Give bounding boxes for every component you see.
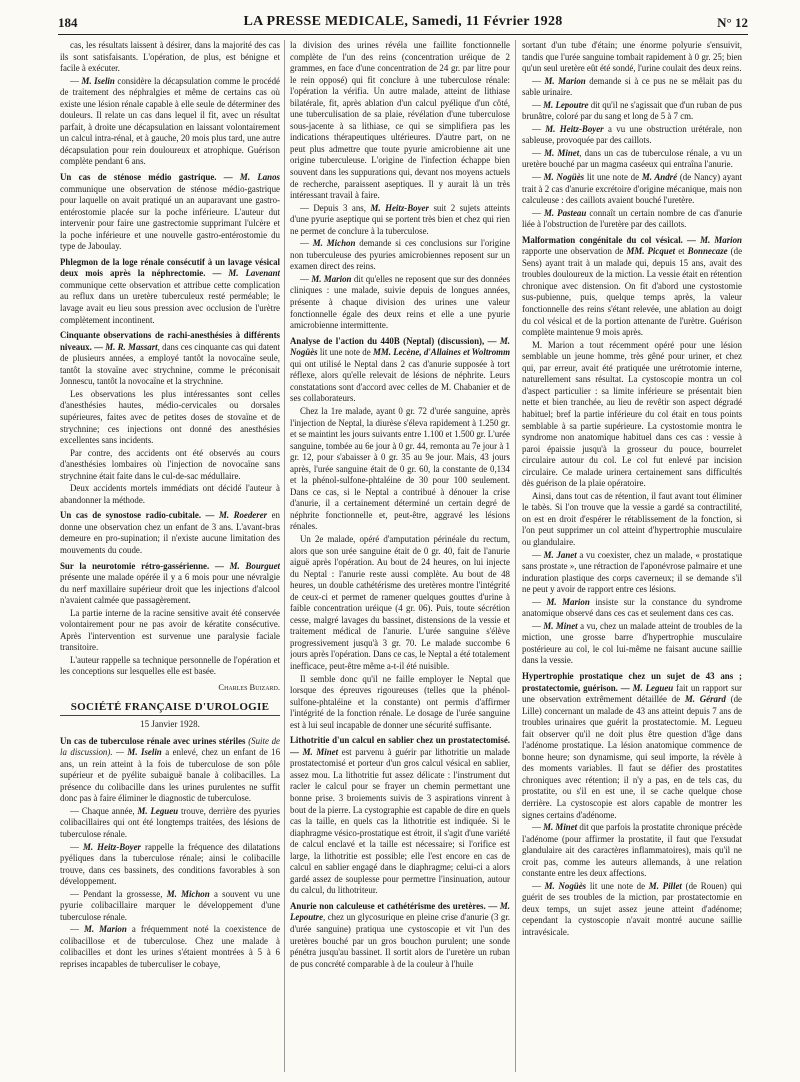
- author-name: MM. Picquet: [626, 246, 676, 257]
- signature: Charles Buizard.: [218, 681, 280, 692]
- heading-text: Un cas de synostose radio-cubitale. —: [60, 510, 219, 521]
- column-divider: [284, 40, 285, 1072]
- paragraph: Les observations les plus intéressantes sont celles d'anesthésies hautes, médio-cervicales ou dorsales supérieures, faites avec de petites doses de stovaïne et de strychnine; ces injections ont donné des anesthésies excellentes sans incidents.: [60, 388, 280, 446]
- author-name: M. Marion: [544, 75, 586, 86]
- heading-text: Un cas de tuberculose rénale avec urines stériles: [60, 735, 246, 746]
- heading-text: Lithotritie d'un calcul en sablier chez un prostatectomisé. —: [290, 735, 510, 757]
- paragraph: — M. Marion insiste sur la constance du syndrome anatomique observé dans ces cas et seulement dans ces cas.: [522, 596, 742, 619]
- paragraph-text: lit une note de: [584, 172, 642, 183]
- column-1: [60, 40, 280, 1074]
- section-title: SOCIÉTÉ FRANÇAISE D'UROLOGIE: [60, 702, 280, 717]
- author-name: M. Iselin: [81, 75, 115, 86]
- heading-text: —: [484, 335, 500, 346]
- author-name: M. Heitz-Boyer: [82, 841, 141, 852]
- paragraph: Ainsi, dans tout cas de rétention, il faut avant tout éliminer le tabès. Si l'on trouve que la vessie a gardé sa contractilité, on est en droit d'espérer le rétablissement de la fonction, si l'on peut supprimer un col atteint d'hypertrophie musculaire ou glandulaire.: [522, 490, 742, 547]
- paragraph: Il semble donc qu'il ne faille employer le Neptal que lorsque des épreuves rigoureuses (telles que la phénol-sulfone-phtaléine et la constante) ont permis d'affirmer l'intégrité de la fonction rénale. Le dosage de l'urée sanguine est à lui seul incapable de donner une sécurité suffisante.: [290, 673, 510, 730]
- issue-number: N° 12: [717, 15, 748, 30]
- heading-text: Malformation congénitale du col vésical. —: [522, 234, 701, 245]
- paragraph: — M. Nogüès lit une note de M. André (de Nancy) ayant trait à 2 cas d'anurie excrétoire d'origine mécanique, mais non calculeuse : des caillots avaient bouché l'uretère.: [522, 172, 742, 206]
- author-name: M. Marion: [83, 924, 127, 935]
- article-heading: [60, 172, 280, 253]
- paragraph: [60, 889, 280, 924]
- paragraph: — M. Heitz-Boyer rappelle la fréquence des dilatations pyéliques dans la tuberculose rénale; ainsi le colibacille trouve, dans ces bassinets, des conditions favorables à son développement.: [60, 841, 280, 887]
- paragraph-text: en donne une observation chez un enfant de 3 ans. L'avant-bras demeure en pro-supination; il n'existe aucune limitation des mouvements du coude.: [60, 510, 280, 555]
- author-name: M. Nogüès: [544, 880, 587, 891]
- paragraph: sortant d'un tube d'étain; une énorme polyurie s'ensuivit, tandis que l'urée sanguine tombait rapidement à 0 gr. 25; bien qu'un seul uretère eût été sondé, l'urine coulait des deux reins.: [522, 40, 742, 74]
- author-name: M. Lepoutre: [290, 900, 510, 923]
- paragraph-text: a vu, chez un malade atteint de troubles de la miction, une grosse barre d'hypertrophie musculaire postérieure au col, le col lui-même ne faisant aucune saillie dans la vessie.: [522, 620, 742, 666]
- paragraph-text: — Pendant la grossesse,: [70, 888, 167, 899]
- journal-title: LA PRESSE MEDICALE, Samedi, 11 Février 1928: [243, 14, 563, 29]
- author-name: M. Minet: [544, 147, 580, 158]
- section-date: 15 Janvier 1928.: [140, 719, 200, 730]
- article-heading: [522, 235, 742, 339]
- column-2: [290, 40, 510, 1074]
- paragraph: Un 2e malade, opéré d'amputation périnéale du rectum, alors que son urée sanguine était de 0 gr. 40, fait de l'anurie aiguë après l'opération. Au bout de 24 heures, on lui injecte du Neptal : l'anurie reste aussi complète. Au bout de 48 heures, un double cathétérisme des uretères montre l'intégrité de ceux-ci et permet de ramener quelques gouttes d'urine à faible concentration uréique (4 gr. 06). Puis, toute sécrétion cesse, malgré lavages du bassinet, distensions de la vessie et traitement médical de l'anurie. L'urée sanguine s'élève progressivement jusqu'à 3 gr. 70. Le malade succombe 6 jours après l'opération. Dans ce cas, le Neptal a été totalement inefficace, peut-être même a-t-il été nuisible.: [290, 533, 510, 671]
- article-heading: [60, 330, 280, 388]
- paragraph: [60, 806, 280, 841]
- article-heading: [290, 735, 510, 897]
- paragraph: — M. Michon demande si ces conclusions sur l'origine non tuberculeuse des pyuries amicrobiennes reposent sur un examen direct des reins.: [290, 238, 510, 272]
- column-3: [522, 40, 742, 1074]
- paragraph-text: qui ont utilisé le Neptal dans 2 cas d'anurie supposée à tort réflexe, alors qu'elle relevait de lésions de néphrite. Leurs constatations sont d'accord avec celles de M. Chabanier et de ses collaborateurs.: [290, 358, 510, 404]
- heading-text: Phlegmon de la loge rénale consécutif à un lavage vésical deux mois après la néphrectomie. —: [60, 256, 280, 279]
- paragraph: — M. Marion dit qu'elles ne reposent que sur des données cliniques : une malade, suivie depuis de longues années, présente à chaque division des urines une valeur fonctionnelle égale des deux reins et elle a une pyurie amicrobienne intermittente.: [290, 273, 510, 331]
- paragraph-text: et: [675, 246, 688, 257]
- author-name: M. Lavenant: [228, 268, 280, 279]
- author-name: M. Gérard: [684, 694, 726, 705]
- paragraph: Deux accidents mortels immédiats ont décidé l'auteur à abandonner la méthode.: [60, 483, 280, 505]
- paragraph-text: (de Rouen) qui guérit de ses troubles de la miction, par prostatectomie en deux temps, un sujet assez jeune atteint d'adénome; cependant la cystoscopie n'avait montré aucune saillie intravésicale.: [522, 880, 742, 938]
- paragraph-text: — Depuis 3 ans,: [300, 202, 371, 213]
- paragraph-text: dit que parfois la prostatite chronique précède l'adénome (pour affirmer la prostatite, il faut que l'exsudat glandulaire ait des caractères inflammatoires), mais qu'il ne croit pas, comme les auteurs allemands, à une relation constante entre les deux affections.: [522, 822, 742, 879]
- paragraph: — M. Pasteau connaît un certain nombre de cas d'anurie liée à l'obstruction de l'uretère par des caillots.: [522, 207, 742, 230]
- heading-suite: (Suite de la discussion). —: [60, 735, 280, 758]
- author-name: M. Marion: [546, 596, 590, 607]
- author-name: M. Heitz-Boyer: [370, 202, 429, 213]
- column-divider: [515, 40, 516, 1072]
- article-heading: [522, 671, 742, 821]
- author-name: M. R. Massart: [105, 341, 158, 352]
- author-name: M. Minet: [543, 822, 578, 833]
- article-heading: [60, 510, 280, 556]
- paragraph-text: suit 2 sujets atteints d'une pyurie aseptique qui se portent très bien et chez qui rien ne permet de conclure à la tuberculose.: [290, 202, 510, 236]
- paragraph-text: rappelle la fréquence des dilatations pyéliques dans la tuberculose rénale; ainsi le colibacille trouve, dans ces bassinets, des conditions favorables à son développement.: [60, 841, 280, 887]
- article-heading: [60, 736, 280, 805]
- heading-text: Hypertrophie prostatique chez un sujet de 43 ans ; prostatectomie, guérison. —: [522, 670, 742, 693]
- paragraph-text: insiste sur la constance du syndrome anatomique observé dans ces cas et seulement dans ces cas.: [522, 596, 742, 619]
- paragraph-text: présente une malade opérée il y a 6 mois pour une névralgie du nerf maxillaire supérieur droit que les injections d'alcool n'avaient calmée que passagèrement.: [60, 572, 280, 606]
- paragraph-text: a enlevé, chez un enfant de 16 ans, un rein atteint à la fois de tuberculose de son pôle supérieur et de pyélite subaiguë banale à colibacilles. La présence du colibacille dans les urines purulentes ne suffit donc pas à faire éliminer le diagnostic de tuberculose.: [60, 747, 280, 804]
- paragraph-text: (de Lille) concernant un malade de 43 ans atteint depuis 7 ans de troubles urinaires que guérit la prostatectomie. M. Legueu fait observer qu'il ne doit plus être question d'âge dans l'adénome prostatique. La lésion anatomique commence de bonne heure; son dynamisme, qui seul importe, la révèle à des moments variables. Il faut se défier des prostatites chroniques avec rétention; il n'y a pas, en de tels cas, du prostatite, ou s'il en est une, il se cache quelque chose derrière. La cystoscopie est alors capable de montrer les signes certains d'adénome.: [522, 694, 742, 820]
- paragraph-text: dit qu'elles ne reposent que sur des données cliniques : une malade, suivie depuis de longues années, présente à chaque division des urines une valeur fonctionnelle égale des deux reins et elle a une pyurie amicrobienne intermittente.: [290, 273, 510, 331]
- paragraph: cas, les résultats laissent à désirer, dans la majorité des cas ils sont satisfaisants. L'opération, de plus, est bénigne et facile à exécuter.: [60, 40, 280, 74]
- paragraph: L'auteur rappelle sa technique personnelle de l'opération et les conceptions sur lesquelles elle est basée.: [60, 654, 280, 677]
- author-name: M. Pasteau: [543, 207, 587, 218]
- paragraph-text: , dans un cas de tuberculose rénale, a vu un uretère bouché par un magma caséeux qui entraîna l'anurie.: [522, 147, 742, 170]
- paragraph-text: , chez un glycosurique en pleine crise d'anurie (3 gr. d'urée sanguine) pratiqua une cystoscopie et vit l'un des uretères bouché par un gros bouchon purulent; une sonde pénétra jusqu'au bassinet. Il sortit alors de l'uretère un ruban de pus concrété comparable à de la couleur à l'huile: [290, 912, 510, 969]
- author-name: M. Marion: [311, 273, 352, 284]
- author-name: M. Legueu: [137, 805, 179, 816]
- paragraph-text: rapporte une observation de: [522, 246, 627, 257]
- header-rule: [58, 34, 748, 35]
- paragraph-text: (de Sens) ayant trait à un malade qui, depuis 15 ans, avait des troubles douloureux de la miction. La vessie était en rétention chronique avec distension. On fit d'abord une cystostomie sus-pubienne, puis, quelque temps après, la valeur fonctionnelle des reins s'étant relevée, une ablation au doigt du col vésical et de la portion attenante de l'urètre. Guérison complète maintenue 9 mois après.: [522, 246, 742, 338]
- paragraph-text: est parvenu à guérir par lithotritie un malade prostatectomisé et porteur d'un gros calcul vésical en sablier, assez mou. La lithotritie fut assez délicate : l'instrument dut racler le calcul pour se frayer un chemin permettant une bonne prise. 3 broiements suivis de 3 aspirations vinrent à bout de la pierre. La cystographie est capable de dire en quels cas la taille, en quels cas la lithotritie est indiquée. Si le diaphragme vésico-prostatique est étroit, il s'agit d'une variété de calcul enclavé et la taille est nécessaire; si l'orifice est large, la lithotritie est possible; elle l'est encore en cas de calcul en sablier engagé dans le diaphragme; celui-ci a alors gardé assez de souplesse pour permettre l'insinuation, autour du calcul, du lithotriteur.: [290, 746, 510, 896]
- author-name: M. André: [641, 172, 678, 183]
- paragraph-text: dit qu'il ne s'agissait que d'un ruban de pus brunâtre, coloré par du sang et long de 5 à 7 cm.: [522, 99, 742, 122]
- paragraph: la division des urines révéla une faillite fonctionnelle complète de l'un des reins (concentration uréique de 2 grammes, en face d'une concentration de 24 gr. par litre pour le rein opposé) qui fit conclure à une tuberculose rénale: l'opération la vérifia. Un autre malade, atteint de lithiase bilatérale, fit, après ablation d'un calcul pyélique d'un côté, une tuberculisation de sa plaie, révélation d'une tuberculose sous-jacente à sa lithiase, ce qui se simplifiera pas les indications thérapeutiques ultérieures. D'autre part, on ne peut plus admettre que toute pyurie amicrobienne ait une origine tuberculeuse. L'origine de l'infection échappe bien souvent dans les suppurations qui, devant nos moyens actuels de recherche, paraissent aseptiques. Il y aurait là un très intéressant travail à faire.: [290, 40, 510, 201]
- paragraph: — M. Minet a vu, chez un malade atteint de troubles de la miction, une grosse barre d'hypertrophie musculaire postérieure au col, le col lui-même ne faisant aucune saillie dans la vessie.: [522, 620, 742, 666]
- article-heading: [290, 901, 510, 970]
- paragraph: La partie interne de la racine sensitive avait été conservée volontairement pour ne pas avoir de kératite consécutive. Après l'intervention est survenue une paralysie faciale transitoire.: [60, 607, 280, 653]
- author-name: M. Lepoutre: [543, 99, 589, 110]
- author-name: M. Legueu: [632, 682, 674, 693]
- paragraph: — M. Minet dit que parfois la prostatite chronique précède l'adénome (pour affirmer la prostatite, il faut que l'exsudat glandulaire ait des caractères inflammatoires), mais qu'il ne croit pas, comme les auteurs allemands, à une relation constante entre les deux affections.: [522, 822, 742, 879]
- author-name: M. Janet: [543, 549, 577, 560]
- paragraph-text: connaît un certain nombre de cas d'anurie liée à l'obstruction de l'uretère par des caillots.: [522, 207, 742, 230]
- author-name: M. Pillet: [648, 880, 682, 891]
- paragraph-text: trouve, derrière des pyuries colibacillaires qui ont été longtemps traitées, des lésions de tuberculose rénale.: [60, 805, 280, 839]
- paragraph: — M. Minet, dans un cas de tuberculose rénale, a vu un uretère bouché par un magma caséeux qui entraîna l'anurie.: [522, 147, 742, 170]
- author-name: M. Michon: [166, 888, 210, 899]
- author-name: M. Nogüès: [543, 172, 585, 183]
- author-name: Bonnecaze: [687, 246, 728, 257]
- heading-text: Sur la neurotomie rétro-gassérienne. —: [60, 560, 230, 571]
- paragraph: — M. Marion a fréquemment noté la coexistence de colibacillose et de tuberculose. Chez une malade à colibacilles et dont les urines s'étaient montrées à 5 à 6 reprises incapables de tuberculiser le cobaye,: [60, 924, 280, 970]
- paragraph: — M. Marion demande si à ce pus ne se mêlait pas du sable urinaire.: [522, 75, 742, 98]
- heading-text: Un cas de sténose médio gastrique. —: [60, 172, 240, 183]
- paragraph-text: lit une note de: [586, 880, 649, 891]
- paragraph: — M. Heitz-Boyer a vu une obstruction urétérale, non sableuse, provoquée par des caillots.: [522, 123, 742, 146]
- author-name: M. Minet: [543, 620, 578, 631]
- author-name: M. Roederer: [218, 510, 268, 521]
- author-name: M. Michon: [312, 238, 356, 249]
- paragraph-text: demande si ces conclusions sur l'origine non tuberculeuse des pyuries amicrobiennes reposent sur un examen direct des reins.: [290, 238, 510, 272]
- author-name: MM. Lecène, d'Allaines et Woltromm: [372, 347, 510, 358]
- paragraph-text: lit une note de: [317, 347, 373, 358]
- paragraph-text: fait un rapport sur une observation extrêmement détaillée de: [522, 682, 742, 705]
- article-heading: [60, 257, 280, 326]
- paragraph: — M. Lepoutre dit qu'il ne s'agissait que d'un ruban de pus brunâtre, coloré par du sang et long de 5 à 7 cm.: [522, 99, 742, 122]
- author-name: M. Iselin: [127, 747, 162, 758]
- article-heading: [60, 561, 280, 607]
- page-number: 184: [58, 15, 78, 30]
- author-name: M. Bourguet: [229, 560, 280, 571]
- author-name: M. Marion: [700, 234, 742, 245]
- article-heading: [290, 336, 510, 405]
- paragraph-text: demande si à ce pus ne se mêlait pas du sable urinaire.: [522, 75, 742, 98]
- paragraph-text: considère la décapsulation comme le procédé de traitement des néphralgies et même de certains cas où existe une lésion rénale capable à elle seule de déterminer des douleurs. Il relate un cas dans lequel il fit, avec un résultat parfait, à droite une décapsulation en laissant volontairement un calcul intra-rénal, et à gauche, 20 mois plus tard, une autre décapsulation pour rein douloureux et atrophique. Guérison complète pendant 6 ans.: [60, 75, 280, 167]
- paragraph-text: , dans ces cinquante cas qui datent de plusieurs années, a employé tantôt la novocaïne seule, tantôt la stovaïne avec strychnine, comme le préconisait Jonnescu, tantôt la novocaïne et la strychnine.: [60, 341, 280, 387]
- paragraph-text: a vu coexister, chez un malade, « prostatique sans prostate », une rétraction de l'aponévrose palmaire et une induration plastique des corps caverneux; il se demande s'il ne peut y avoir de rapport entre ces lésions.: [522, 549, 742, 595]
- paragraph-text: communique une observation de sténose médio-gastrique pour laquelle on avait pratiqué un an auparavant une gastro-entérostomie placée sur la poche inférieure. L'auteur dut intervenir pour faire une gastrectomie supprimant l'ulcère et la poche inférieure et une nouvelle gastro-entérostomie du type de Jaboulay.: [60, 183, 280, 252]
- paragraph: M. Marion a tout récemment opéré pour une lésion semblable un jeune homme, très gêné pour uriner, et chez qui, par erreur, avait été pratiquée une urétrotomie interne, naturellement sans résultat. La cystoscopie montra un col d'aspect particulier : sa limite inférieure se présentait bien nette et bien tranchée, au lieu de revêtir son aspect dégradé habituel; bref la partie inférieure du col était en tous points semblable à sa partie supérieure. La cystostomie montra le syndrome non anatomique habituel dans ces cas : vessie à paroi épaissie jusqu'à la grosseur du pouce, bourrelet circulaire autour du col. Le col fut enlevé par incision circulaire. Ce malade urinera certainement sans difficultés dès guérison de la plaie opératoire.: [522, 339, 742, 489]
- heading-text: Cinquante observations de rachi-anesthésies à différents niveaux. —: [60, 330, 280, 352]
- heading-text: Anurie non calculeuse et cathétérisme des uretères. —: [290, 900, 500, 911]
- paragraph: Par contre, des accidents ont été observés au cours d'anesthésies lombaires où l'injection de novocaïne sans strychnine était faite dans le cul-de-sac médullaire.: [60, 447, 280, 481]
- paragraph-text: communique cette observation et attribue cette complication au reflux dans un uretère tuberculeux resté perméable; le lavage avait eu lieu sous pression avec occlusion de l'urètre complètement incontinent.: [60, 279, 280, 325]
- paragraph-text: — Chaque année,: [70, 805, 138, 816]
- paragraph: Chez la 1re malade, ayant 0 gr. 72 d'urée sanguine, après l'injection de Neptal, la diurèse s'éleva rapidement à 1.250 gr. et se maintint les jours suivants entre 1.100 et 1.500 gr. L'urée sanguine, tombée au 6e jour à 0 gr. 44, remonta au 7e jour à 1 gr. 12, pour s'abaisser à 0 gr. 35 au 9e jour. Mais, 43 jours après, l'urée sanguine était de 0 gr. 60, la constante de 0,134 et la phénol-sulfone-phtaléine de 30 pour 100 seulement. Dans ce cas, si le Neptal a contribué à dénouer la crise d'anurie, il a certainement déterminé un certain degré de néphrite fonctionnelle et, peut-être, aggravé les lésions rénales.: [290, 405, 510, 532]
- author-name: M. Nogüès: [290, 335, 510, 358]
- paragraph: — M. Janet a vu coexister, chez un malade, « prostatique sans prostate », une rétraction de l'aponévrose palmaire et une induration plastique des corps caverneux; il se demande s'il ne peut y avoir de rapport entre ces lésions.: [522, 549, 742, 595]
- paragraph-text: (de Nancy) ayant trait à 2 cas d'anurie excrétoire d'origine mécanique, mais non calculeuse : des caillots avaient bouché l'uretère.: [522, 172, 742, 206]
- paragraph-text: a souvent vu une pyurie colibacillaire marquer le développement d'une tuberculose rénale.: [60, 888, 280, 922]
- paragraph: — M. Iselin considère la décapsulation comme le procédé de traitement des néphralgies et même de certains cas où existe une lésion rénale capable à elle seule de déterminer des douleurs. Il relate un cas dans lequel il fit, avec un résultat parfait, à droite une décapsulation en laissant volontairement un calcul intra-rénal, et à gauche, 20 mois plus tard, une autre décapsulation pour rein douloureux et atrophique. Guérison complète pendant 6 ans.: [60, 75, 280, 167]
- author-name: M. Minet: [302, 746, 339, 757]
- heading-text: Analyse de l'action du 440B (Neptal) (discussion),: [290, 335, 485, 346]
- author-name: M. Heitz-Boyer: [545, 123, 604, 134]
- author-name: M. Lanos: [239, 172, 280, 183]
- paragraph-text: a vu une obstruction urétérale, non sableuse, provoquée par des caillots.: [522, 123, 742, 146]
- paragraph-text: a fréquemment noté la coexistence de colibacillose et de tuberculose. Chez une malade à colibacilles et dont les urines s'étaient montrées à 5 à 6 reprises incapables de tuberculiser le cobaye,: [60, 924, 280, 970]
- page-header: [58, 12, 748, 32]
- paragraph: — M. Nogüès lit une note de M. Pillet (de Rouen) qui guérit de ses troubles de la miction, par prostatectomie en deux temps, un sujet assez jeune atteint d'adénome; cependant la cystoscopie n'avait montré aucune saillie intravésicale.: [522, 880, 742, 938]
- paragraph: [290, 203, 510, 238]
